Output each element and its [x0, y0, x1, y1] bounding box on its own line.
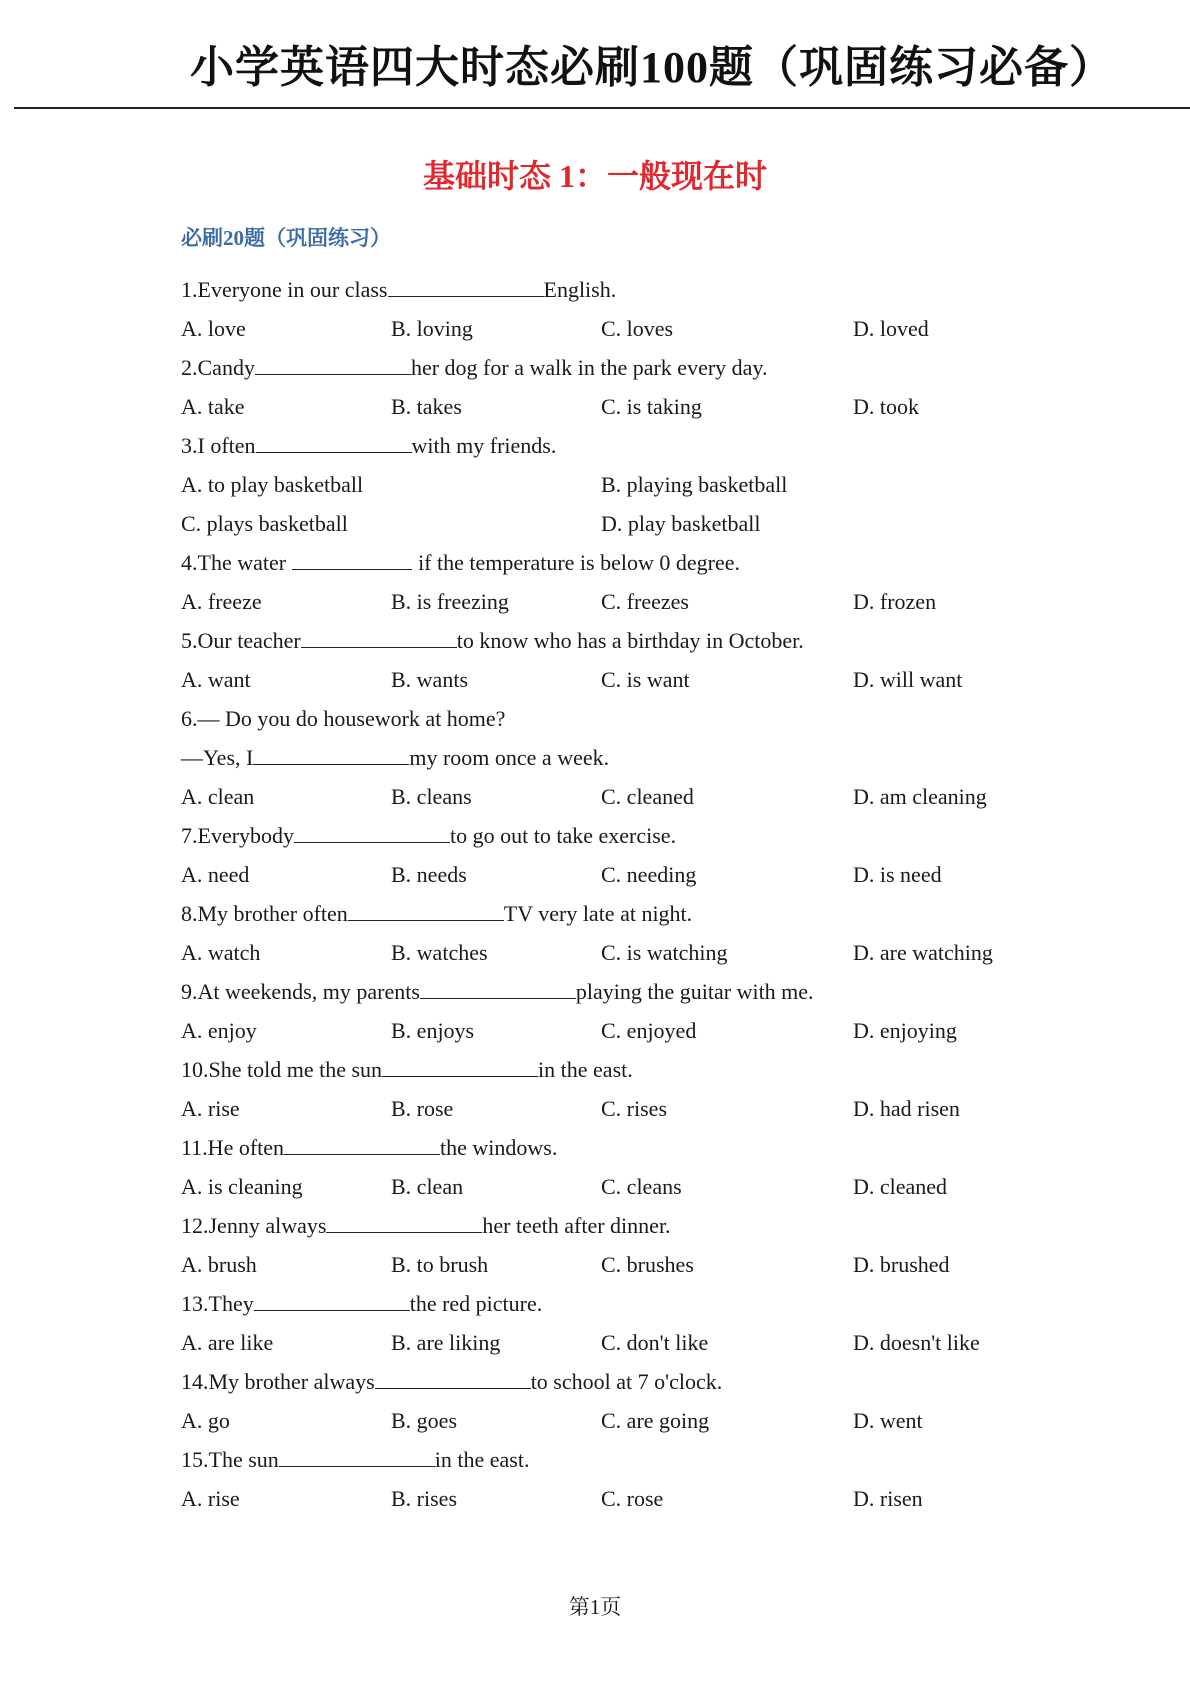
- question-stem: [181, 738, 1081, 777]
- options-row: [181, 660, 1081, 699]
- answer-blank: [326, 1206, 482, 1233]
- question-text: 13.They: [181, 1291, 254, 1316]
- question-text: 5.Our teacher: [181, 628, 301, 653]
- answer-blank: [255, 348, 411, 375]
- answer-blank: [382, 1050, 538, 1077]
- option-a: A. brush: [181, 1252, 257, 1277]
- option-b: B. wants: [391, 667, 468, 692]
- option-c: C. freezes: [601, 589, 689, 614]
- answer-blank: [256, 426, 412, 453]
- answer-blank: [294, 816, 450, 843]
- question-text: —Yes, I: [181, 745, 254, 770]
- question-stem: [181, 543, 1081, 582]
- option-c: C. don't like: [601, 1330, 709, 1355]
- question-list: [181, 270, 1081, 1518]
- option-d: D. took: [853, 394, 919, 419]
- question-text: 10.She told me the sun: [181, 1057, 383, 1082]
- option-a: A. enjoy: [181, 1018, 257, 1043]
- question-text: 2.Candy: [181, 355, 255, 380]
- section-title: 基础时态 1：一般现在时: [422, 158, 767, 194]
- options-row: [181, 309, 1081, 348]
- option-d: D. is need: [853, 862, 942, 887]
- page-header: [0, 0, 1190, 112]
- option-d: D. play basketball: [601, 511, 761, 536]
- question-stem: [181, 1128, 1081, 1167]
- option-d: D. will want: [853, 667, 963, 692]
- document-title: 小学英语四大时态必刷100题（巩固练习必备）: [190, 43, 1114, 92]
- question-stem: [181, 426, 1081, 465]
- answer-blank: [420, 972, 576, 999]
- question-text: with my friends.: [411, 433, 557, 458]
- option-a: A. rise: [181, 1486, 240, 1511]
- option-b: B. playing basketball: [601, 472, 788, 497]
- question-text: 9.At weekends, my parents: [181, 979, 420, 1004]
- subsection-title: 必刷20题（巩固练习）: [181, 226, 391, 250]
- question-text: 4.The water: [181, 550, 287, 575]
- options-row: [181, 1167, 1081, 1206]
- option-d: D. risen: [853, 1486, 923, 1511]
- question-text: 8.My brother often: [181, 901, 348, 926]
- options-row: [181, 465, 1081, 504]
- options-row: [181, 387, 1081, 426]
- question-text: her teeth after dinner.: [482, 1213, 671, 1238]
- option-d: D. brushed: [853, 1252, 950, 1277]
- question-text: to go out to take exercise.: [450, 823, 677, 848]
- option-c: C. is taking: [601, 394, 702, 419]
- option-d: D. had risen: [853, 1096, 960, 1121]
- option-a: A. need: [181, 862, 250, 887]
- option-b: B. clean: [391, 1174, 464, 1199]
- option-c: C. enjoyed: [601, 1018, 697, 1043]
- question-text: if the temperature is below 0 degree.: [418, 550, 740, 575]
- options-row: [181, 1089, 1081, 1128]
- question-stem: [181, 699, 1081, 738]
- option-a: A. is cleaning: [181, 1174, 303, 1199]
- option-d: D. enjoying: [853, 1018, 957, 1043]
- option-d: D. am cleaning: [853, 784, 987, 809]
- option-a: A. rise: [181, 1096, 240, 1121]
- question-stem: [181, 1362, 1081, 1401]
- option-c: C. brushes: [601, 1252, 694, 1277]
- question-stem: [181, 816, 1081, 855]
- answer-blank: [279, 1440, 435, 1467]
- question-stem: [181, 972, 1081, 1011]
- question-stem: [181, 1284, 1081, 1323]
- question-stem: [181, 348, 1081, 387]
- question-text: 7.Everybody: [181, 823, 295, 848]
- option-d: D. doesn't like: [853, 1330, 980, 1355]
- answer-blank: [253, 738, 409, 765]
- option-c: C. cleaned: [601, 784, 694, 809]
- question-text: TV very late at night.: [503, 901, 693, 926]
- option-b: B. takes: [391, 394, 462, 419]
- question-text: in the east.: [538, 1057, 633, 1082]
- answer-blank: [292, 543, 412, 570]
- header-divider: [14, 107, 1190, 109]
- option-a: A. want: [181, 667, 251, 692]
- option-c: C. are going: [601, 1408, 710, 1433]
- question-stem: [181, 1206, 1081, 1245]
- question-text: 15.The sun: [181, 1447, 279, 1472]
- option-b: B. needs: [391, 862, 467, 887]
- question-text: to know who has a birthday in October.: [456, 628, 804, 653]
- option-d: D. frozen: [853, 589, 937, 614]
- option-b: B. cleans: [391, 784, 472, 809]
- option-b: B. watches: [391, 940, 488, 965]
- option-a: A. watch: [181, 940, 261, 965]
- option-c: C. rose: [601, 1486, 664, 1511]
- options-row: [181, 1323, 1081, 1362]
- option-c: C. cleans: [601, 1174, 682, 1199]
- question-stem: [181, 270, 1081, 309]
- option-c: C. is want: [601, 667, 690, 692]
- option-d: D. cleaned: [853, 1174, 948, 1199]
- question-stem: [181, 621, 1081, 660]
- option-c: C. plays basketball: [181, 511, 348, 536]
- option-c: C. needing: [601, 862, 697, 887]
- question-text: playing the guitar with me.: [575, 979, 814, 1004]
- options-row: [181, 1401, 1081, 1440]
- options-row: [181, 1245, 1081, 1284]
- option-a: A. are like: [181, 1330, 274, 1355]
- answer-blank: [348, 894, 504, 921]
- question-text: the windows.: [440, 1135, 558, 1160]
- question-text: her dog for a walk in the park every day.: [410, 355, 768, 380]
- option-b: B. enjoys: [391, 1018, 475, 1043]
- option-d: D. went: [853, 1408, 923, 1433]
- question-stem: [181, 894, 1081, 933]
- question-text: 11.He often: [181, 1135, 285, 1160]
- question-text: my room once a week.: [409, 745, 610, 770]
- answer-blank: [301, 621, 457, 648]
- options-row: [181, 855, 1081, 894]
- options-row: [181, 1011, 1081, 1050]
- option-d: D. loved: [853, 316, 929, 341]
- options-row: [181, 777, 1081, 816]
- question-text: 3.I often: [181, 433, 256, 458]
- option-a: A. freeze: [181, 589, 262, 614]
- option-a: A. love: [181, 316, 246, 341]
- answer-blank: [388, 270, 544, 297]
- question-text: 12.Jenny always: [181, 1213, 327, 1238]
- options-row: [181, 933, 1081, 972]
- option-a: A. go: [181, 1408, 230, 1433]
- options-row: [181, 1479, 1081, 1518]
- option-c: C. is watching: [601, 940, 728, 965]
- page-number: 第1页: [568, 1595, 622, 1619]
- question-text: English.: [543, 277, 617, 302]
- options-row: [181, 504, 1081, 543]
- option-b: B. goes: [391, 1408, 457, 1433]
- question-text: 14.My brother always: [181, 1369, 375, 1394]
- option-b: B. to brush: [391, 1252, 489, 1277]
- option-b: B. rose: [391, 1096, 454, 1121]
- question-stem: [181, 1440, 1081, 1479]
- option-b: B. loving: [391, 316, 473, 341]
- question-text: the red picture.: [409, 1291, 543, 1316]
- option-c: C. rises: [601, 1096, 667, 1121]
- answer-blank: [284, 1128, 440, 1155]
- option-a: A. to play basketball: [181, 472, 364, 497]
- option-d: D. are watching: [853, 940, 993, 965]
- option-c: C. loves: [601, 316, 674, 341]
- question-text: 6.— Do you do housework at home?: [181, 706, 506, 731]
- option-a: A. clean: [181, 784, 255, 809]
- option-b: B. rises: [391, 1486, 457, 1511]
- options-row: [181, 582, 1081, 621]
- question-text: in the east.: [434, 1447, 530, 1472]
- answer-blank: [375, 1362, 531, 1389]
- option-b: B. is freezing: [391, 589, 509, 614]
- answer-blank: [254, 1284, 410, 1311]
- option-b: B. are liking: [391, 1330, 501, 1355]
- question-text: to school at 7 o'clock.: [530, 1369, 723, 1394]
- question-text: 1.Everyone in our class: [181, 277, 388, 302]
- option-a: A. take: [181, 394, 245, 419]
- question-stem: [181, 1050, 1081, 1089]
